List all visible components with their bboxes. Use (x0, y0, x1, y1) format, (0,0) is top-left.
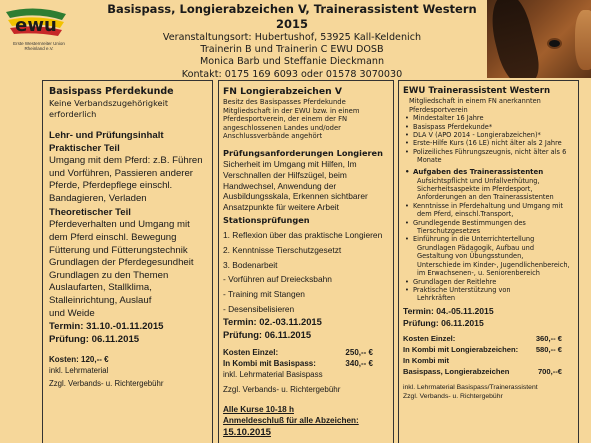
requirement-bullet: • Erste-Hilfe Kurs (16 LE) nicht älter als 2 Jahre (403, 139, 574, 147)
info-trainers: Trainerin B und Trainerin C EWU DOSB (200, 44, 384, 56)
requirement-bullet: • DLA V (APO 2014 - Longierabzeichen)* (403, 131, 574, 139)
task-line: Anforderungen an den Trainerassistenten (417, 193, 554, 202)
kombi-longier-row (403, 344, 574, 355)
task-continuation: Tierschutzgesetzes (417, 227, 481, 236)
longierabzeichen-column (218, 80, 394, 443)
horse-photo (487, 0, 591, 78)
svg-text:ewu: ewu (15, 15, 57, 36)
station-item: 3. Bodenarbeit (223, 259, 278, 270)
kombi-longier-label: In Kombi mit Longierabzeichen: (403, 344, 519, 354)
task-bullet: • Grundlegende Bestimmungen des (403, 219, 574, 227)
task-bullet: • Grundlagen der Reitlehre (403, 278, 574, 286)
intro-line: Mitgliedschaft in der EWU bzw. in einem (223, 106, 360, 115)
task-continuation: Unterschiede im Kinder-, Jugendlichenbereich, (417, 260, 570, 269)
pruefung-date: Prüfung: 06.11.2015 (49, 334, 140, 346)
lehrmaterial-note: inkl. Lehrmaterial Basispass/Trainerassistent (403, 383, 538, 391)
intro-line: Anschlussverbände angehört (223, 132, 323, 141)
task-bullet: • Einführung in die Unterrichtertellung (403, 235, 574, 243)
requirements-line: Verschnallen der Hilfszügel, beim (223, 169, 347, 180)
section-heading: Lehr- und Prüfungsinhalt (49, 130, 164, 141)
page-title: Basispass, Longierabzeichen V, Trainerassistent Western 2015 (107, 2, 477, 31)
ewu-logo (4, 6, 68, 42)
intro-line: angeschlossenen Landes und/oder (223, 123, 341, 132)
logo-caption-line-1: Erste Westernreiter Union (13, 41, 65, 46)
theory-line: Auslaufarten, Stallklima, (49, 282, 152, 294)
task-continuation: Grundlagen Pädagogik, Aufbau und (417, 243, 535, 252)
requirements-line: Ansatzpunkte für weitere Arbeit (223, 202, 339, 213)
kombi-row (403, 355, 574, 366)
column-heading: FN Longierabzeichen V (223, 86, 342, 97)
column-subheading: Keine Verbandszugehörigkeit erforderlich (49, 98, 169, 119)
theory-line: Fütterung und Fütterungstechnik (49, 244, 188, 256)
requirements-heading: Prüfungsanforderungen Longieren (223, 147, 383, 158)
practical-line: und Vorführen, Passieren anderer (49, 167, 193, 179)
horse-mane (487, 0, 543, 78)
lehrmaterial-note: inkl. Lehrmaterial (49, 366, 109, 376)
requirements-line: Sicherheit im Umgang mit Hilfen, Im (223, 158, 357, 169)
requirement-bullet: • Polizeiliches Führungszeugnis, nicht älter als 6 (403, 148, 574, 156)
practical-line: Umgang mit dem Pferd: z.B. Führen (49, 155, 203, 166)
requirement-bullet: • Basispass Pferdekunde* (403, 123, 574, 131)
intro-line: Pferdesportverein, der einem der FN (223, 115, 348, 124)
kosten: Kosten: 120,-- € (49, 355, 109, 365)
kosten-label: Kosten Einzel: (223, 347, 279, 357)
theory-line: Pferdeverhalten und Umgang mit (49, 219, 190, 231)
course-hours: Alle Kurse 10-18 h (223, 404, 294, 414)
kosten-row (403, 333, 574, 344)
station-item: 2. Kenntnisse Tierschutzgesetzt (223, 244, 342, 255)
kombi-row (223, 358, 389, 369)
theory-line: Grundlagen zu den Themen (49, 269, 169, 281)
theory-line: Grundlagen der Pferdegesundheit (49, 257, 194, 269)
station-item: 1. Reflexion über das praktische Longieren (223, 229, 383, 240)
pruefung-date: Prüfung: 06.11.2015 (223, 328, 312, 340)
title-block (96, 2, 488, 81)
kombi-basis-row (403, 366, 574, 377)
station-item: - Vorführen auf Dreiecksbahn (223, 274, 332, 285)
theory-line: und Weide (49, 307, 95, 319)
pruefung-date: Prüfung: 06.11.2015 (403, 317, 484, 328)
kombi-basis-value: 700,--€ (537, 366, 562, 376)
task-continuation: Gestaltung von Übungsstunden, (417, 252, 524, 261)
task-bullet: • Kenntnisse in Pferdehaltung und Umgang mit (403, 202, 574, 210)
station-item: - Training mit Stangen (223, 289, 305, 300)
gebuehr-note: Zzgl. Verbands- u. Richtergebühr (403, 392, 503, 400)
kombi-label: In Kombi mit (403, 355, 449, 365)
station-item: - Desensibelisieren (223, 303, 295, 314)
practical-line: Pferde, Pferdepflege einschl. (49, 180, 173, 192)
task-continuation: dem Pferd, einschl.Transport, (417, 210, 514, 219)
stations-heading: Stationsprüfungen (223, 214, 310, 225)
trainerassistent-column (398, 80, 579, 443)
requirements-line: Ausbildungsskala, Erkennen sichtbarer (223, 191, 368, 202)
column-heading: EWU Trainerassistent Western (403, 86, 551, 96)
gebuehr-note: Zzgl. Verbands- u. Richtergebühr (223, 384, 341, 394)
kosten-value: 250,-- € (345, 347, 373, 357)
registration-deadline-label: Anmeldeschluß für alle Abzeichen: (223, 415, 359, 425)
section-heading: Praktischer Teil (49, 143, 120, 154)
task-continuation: im Erwachsenen-, u. Seniorenbereich (417, 269, 540, 278)
horse-eye (549, 40, 560, 47)
theory-line: dem Pferd einschl. Bewegung (49, 231, 177, 243)
kosten-label: Kosten Einzel: (403, 333, 456, 343)
kosten-value: 360,-- € (535, 333, 562, 343)
practical-line: Bandagieren, Verladen (49, 192, 147, 204)
task-continuation: Lehrkräften (417, 294, 456, 303)
requirement-continuation: Monate (417, 156, 442, 165)
kosten-row (223, 347, 389, 358)
info-contact: Kontakt: 0175 169 6093 oder 01578 3070030 (181, 68, 403, 80)
kombi-longier-value: 580,-- € (535, 344, 562, 354)
task-bullet: • Praktische Unterstützung von (403, 286, 574, 294)
termin-date: Termin: 31.10.-01.11.2015 (49, 321, 164, 333)
kombi-label: In Kombi mit Basispass: (223, 358, 316, 368)
intro-line: Mitgliedschaft in einem FN anerkannten (409, 97, 541, 105)
horse-muzzle (575, 10, 591, 70)
termin-date: Termin: 04.-05.11.2015 (403, 305, 494, 316)
requirements-line: Handwechsel, Anwendung der (223, 180, 337, 191)
logo-caption-line-2: Rheinland e.V. (24, 46, 54, 51)
tasks-heading: • Aufgaben des Trainerassistenten (403, 167, 574, 177)
section-heading: Theoretischer Teil (49, 207, 131, 219)
info-venue: Veranstaltungsort: Hubertushof, 53925 Kall-Keldenich (162, 32, 422, 43)
ewu-logo-graphic (4, 6, 68, 42)
task-line: Sicherheitsaspekte im Pferdesport, (417, 185, 533, 194)
intro-line: Pferdesportverein (409, 105, 468, 114)
column-heading: Basispass Pferdekunde (49, 86, 174, 97)
kombi-value: 340,-- € (345, 358, 373, 368)
termin-date: Termin: 02.-03.11.2015 (223, 315, 322, 327)
lehrmaterial-note: inkl. Lehrmaterial Basispass (223, 369, 323, 379)
intro-line: Besitz des Basispasses Pferdekunde (223, 98, 346, 106)
page-header (0, 0, 591, 78)
requirement-bullet: • Mindestalter 16 Jahre (403, 114, 574, 122)
registration-deadline-date: 15.10.2015 (223, 426, 272, 438)
kombi-basis-label: Basispass, Longierabzeichen (403, 366, 510, 376)
task-line: Aufsichtspflicht und Unfallverhütung, (417, 176, 540, 185)
info-names: Monica Barb und Steffanie Dieckmann (199, 56, 385, 68)
gebuehr-note: Zzgl. Verbands- u. Richtergebühr (49, 379, 164, 389)
logo-caption (4, 41, 74, 51)
basispass-column (42, 80, 213, 443)
theory-line: Stalleinrichtung, Auslauf (49, 294, 152, 306)
